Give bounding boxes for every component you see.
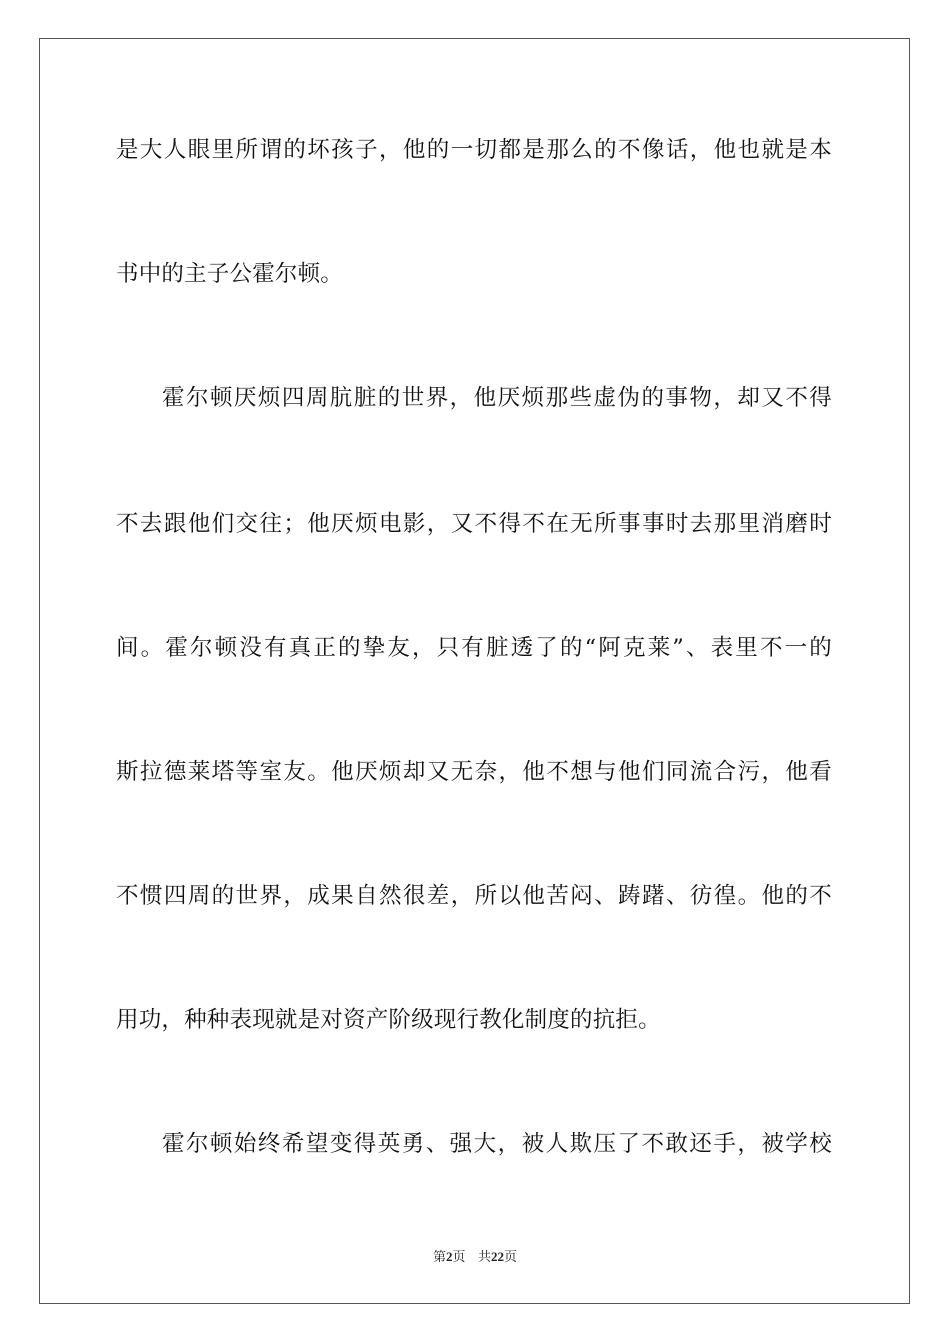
- total-suffix: 页: [503, 1250, 517, 1265]
- text-line: 间。霍尔顿没有真正的挚友，只有脏透了的“阿克莱”、表里不一的: [116, 635, 832, 661]
- text-line: 是大人眼里所谓的坏孩子，他的一切都是那么的不像话，他也就是本: [116, 137, 832, 163]
- page-footer: [0, 1248, 950, 1267]
- page-total: 22: [490, 1249, 504, 1264]
- text-line: 用功，种种表现就是对资产阶级现行教化制度的抗拒。: [116, 1007, 661, 1033]
- page-border: [39, 38, 910, 1304]
- text-line: 霍尔顿始终希望变得英勇、强大，被人欺压了不敢还手，被学校: [162, 1131, 832, 1157]
- page-suffix: 页: [452, 1250, 466, 1265]
- text-line: 不惯四周的世界，成果自然很差，所以他苦闷、踌躇、彷徨。他的不: [116, 883, 832, 909]
- text-line: 斯拉德莱塔等室友。他厌烦却又无奈，他不想与他们同流合污，他看: [116, 759, 832, 785]
- page-prefix: 第: [433, 1250, 447, 1265]
- page-current: 2: [446, 1249, 453, 1264]
- text-line: 霍尔顿厌烦四周肮脏的世界，他厌烦那些虚伪的事物，却又不得: [162, 385, 832, 411]
- text-line: 不去跟他们交往；他厌烦电影，又不得不在无所事事时去那里消磨时: [116, 511, 832, 537]
- text-line: 书中的主子公霍尔顿。: [116, 261, 344, 287]
- total-prefix: 共: [477, 1250, 491, 1265]
